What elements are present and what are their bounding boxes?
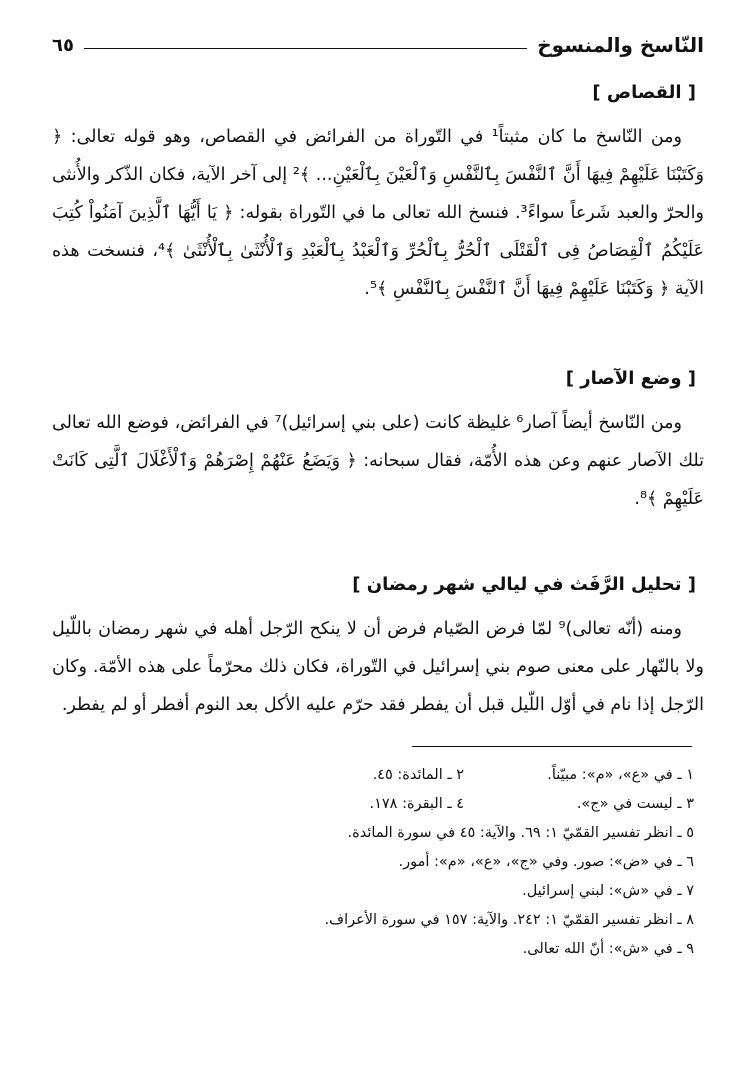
running-title: النّاسخ والمنسوخ (537, 33, 704, 57)
section-rafath (52, 568, 704, 724)
footnotes (52, 761, 704, 964)
footnote: ٦ ـ في «ض»: صور. وفي «ج»، «ع»، «م»: أمور. (398, 854, 694, 870)
footnote-rule (412, 746, 692, 747)
footnote: ٤ ـ البقرة: ١٧٨. (369, 796, 464, 812)
footnote: ٥ ـ انظر تفسير القمّيّ ١: ٦٩. والآية: ٤٥ في سورة المائدة. (347, 825, 694, 841)
section-paragraph: ومن النّاسخ ما كان مثبتاً¹ في التّوراة من الفرائض في القصاص، وهو قوله تعالى: ﴿ وَكَتَبْنَا عَلَيْهِمْ فِيهَا أَنَّ ٱلنَّفْسَ بِٱلنَّفْسِ وَٱلْعَيْنَ بِٱلْعَيْنِ... ﴾² إلى آخر الآية، فكان الذّكر والأُنثى والحرّ والعبد شَرعاً سواءً³. فنسخ الله تعالى ما في التّوراة بقوله: ﴿ يَا أَيُّهَا ٱلَّذِينَ آمَنُواْ كُتِبَ عَلَيْكُمُ ٱلْقِصَاصُ فِى ٱلْقَتْلَى ٱلْحُرُّ بِٱلْحُرِّ وَٱلْعَبْدُ بِٱلْعَبْدِ وَٱلْأُنْثَىٰ بِٱلْأُنْثَىٰ ﴾⁴، فنسخت هذه الآية ﴿ وَكَتَبْنَا عَلَيْهِمْ فِيهَا أَنَّ ٱلنَّفْسَ بِٱلنَّفْسِ ﴾⁵. (52, 127, 704, 299)
section-heading: [ تحليل الرَّفَث في ليالي شهر رمضان ] (352, 574, 696, 595)
footnote-pair-row (52, 761, 694, 790)
footnote: ٩ ـ في «ش»: أنّ الله تعالى. (522, 941, 694, 957)
section-heading: [ القصاص ] (592, 82, 696, 103)
footnote: ٧ ـ في «ش»: لبني إسرائيل. (522, 883, 694, 899)
page-number: ٦٥ (52, 34, 74, 56)
footnote: ٨ ـ انظر تفسير القمّيّ ١: ٢٤٢. والآية: ١٥٧ في سورة الأعراف. (324, 912, 694, 928)
footnote: ٢ ـ المائدة: ٤٥. (372, 767, 464, 783)
section-heading: [ وضع الآصار ] (565, 368, 696, 389)
footnote: ١ ـ في «ع»، «م»: مبيّناً. (547, 767, 694, 783)
section-qisas (52, 76, 704, 308)
section-asar (52, 362, 704, 518)
footnote-pair-row (52, 790, 694, 819)
section-paragraph: ومن النّاسخ أيضاً آصار⁶ غليظة كانت (على بني إسرائيل)⁷ في الفرائض، فوضع الله تعالى تلك الآصار عنهم وعن هذه الأُمّة، فقال سبحانه: ﴿ وَيَضَعُ عَنْهُمْ إِصْرَهُمْ وَٱلْأَغْلَالَ ٱلَّتِى كَانَتْ عَلَيْهِمْ ﴾⁸. (52, 413, 704, 509)
header-rule (84, 48, 527, 49)
section-paragraph: ومنه (أنّه تعالى)⁹ لمّا فرض الصّيام فرض أن لا ينكح الرّجل أهله في شهر رمضان باللّيل ولا بالنّهار على معنى صوم بني إسرائيل في التّوراة، فكان ذلك محرّماً على هذه الأمّة. وكان الرّجل إذا نام في أوّل اللّيل قبل أن يفطر فقد حرّم عليه الأكل بعد النوم أفطر أو لم يفطر. (52, 619, 704, 715)
running-header (52, 28, 704, 62)
footnote: ٣ ـ ليست في «ج». (576, 796, 694, 812)
